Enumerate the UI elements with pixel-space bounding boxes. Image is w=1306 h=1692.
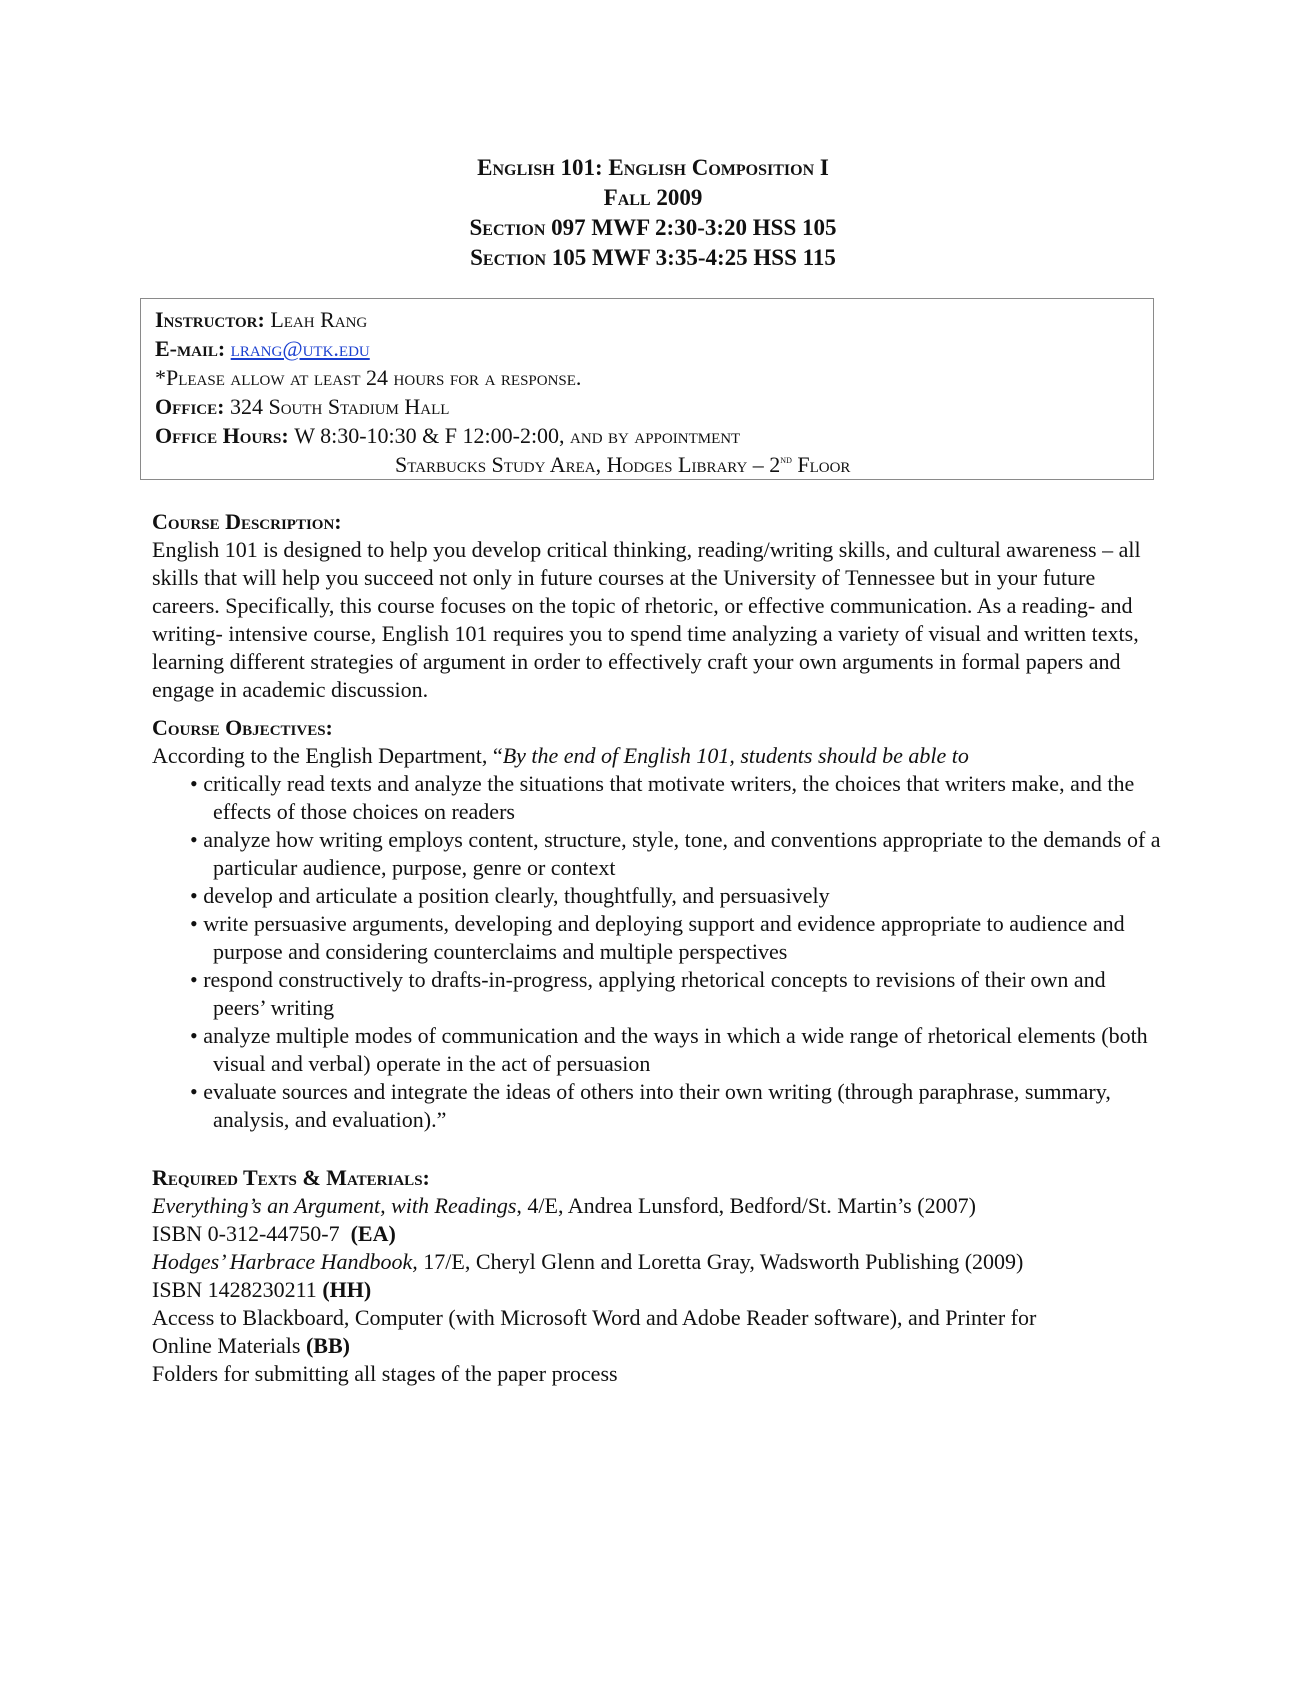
objective-item: • develop and articulate a position clearly, thoughtfully, and persuasively bbox=[190, 883, 830, 908]
course-title: English 101: English Composition I bbox=[477, 155, 829, 180]
location-superscript: nd bbox=[780, 452, 792, 466]
objective-item: • analyze how writing employs content, structure, style, tone, and conventions appropriate to the demands of a particular audience, purpose, genre or context bbox=[190, 827, 1161, 880]
course-objectives-intro bbox=[152, 742, 1162, 770]
instructor-info-box bbox=[140, 298, 1154, 480]
office-hours-times: W 8:30-10:30 & F 12:00-2:00, and by appointment bbox=[294, 423, 741, 448]
office-hours-label: Office Hours: bbox=[155, 423, 289, 448]
email-link[interactable]: lrang@utk.edu bbox=[230, 336, 370, 361]
objective-item: • analyze multiple modes of communication and the ways in which a wide range of rhetorical elements (both visual and verbal) operate in the act of persuasion bbox=[190, 1023, 1148, 1076]
bb-second-line bbox=[152, 1332, 1162, 1360]
office-hours-location bbox=[155, 450, 1139, 479]
course-description-section bbox=[152, 508, 1162, 704]
ea-title: Everything’s an Argument, with Readings bbox=[152, 1193, 517, 1218]
office-hours-row bbox=[155, 421, 1139, 450]
section-105: Section 105 MWF 3:35-4:25 HSS 115 bbox=[470, 245, 836, 270]
course-header bbox=[0, 153, 1306, 273]
required-texts-section bbox=[152, 1164, 1162, 1388]
bb-code: (BB) bbox=[305, 1333, 350, 1358]
course-objectives-heading: Course Objectives: bbox=[152, 715, 333, 740]
course-description-body: English 101 is designed to help you develop critical thinking, reading/writing skills, and cultural awareness – all skills that will help you succeed not only in future courses at the University of Tennessee but in your future careers. Specifically, this course focuses on the topic of rhetoric, or effective communication. As a reading- and writing- intensive course, English 101 requires you to spend time analyzing a variety of visual and written texts, learning different strategies of argument in order to effectively craft your own arguments in formal papers and engage in academic discussion. bbox=[152, 537, 1141, 702]
objective-item: • critically read texts and analyze the situations that motivate writers, the choices that writers make, and the effects of those choices on readers bbox=[190, 771, 1135, 824]
term: Fall 2009 bbox=[603, 185, 703, 210]
required-texts-heading: Required Texts & Materials: bbox=[152, 1165, 430, 1190]
instructor-label: Instructor: bbox=[155, 307, 265, 332]
bb-line1: Access to Blackboard, Computer (with Microsoft Word and Adobe Reader software), and Printer for bbox=[152, 1305, 1037, 1330]
objective-item: • write persuasive arguments, developing and deploying support and evidence appropriate to audience and purpose and considering counterclaims and multiple perspectives bbox=[190, 911, 1125, 964]
intro-text: According to the English Department, “ bbox=[152, 743, 503, 768]
text-item-ea bbox=[152, 1192, 1162, 1248]
instructor-row bbox=[155, 305, 1139, 334]
office-row bbox=[155, 392, 1139, 421]
location-text: Starbucks Study Area, Hodges Library – 2 bbox=[395, 452, 781, 477]
objectives-list bbox=[152, 770, 1162, 1134]
hh-details: 17/E, Cheryl Glenn and Loretta Gray, Wadsworth Publishing (2009) bbox=[417, 1249, 1024, 1274]
text-item-hh bbox=[152, 1248, 1162, 1304]
text-item-bb bbox=[152, 1304, 1162, 1360]
response-note: *Please allow at least 24 hours for a response. bbox=[155, 365, 582, 390]
ea-code: (EA) bbox=[350, 1221, 396, 1246]
ea-isbn: ISBN 0-312-44750-7 bbox=[152, 1221, 340, 1246]
text-item-folders: Folders for submitting all stages of the paper process bbox=[152, 1361, 618, 1386]
instructor-name: Leah Rang bbox=[270, 307, 368, 332]
bb-line2: Online Materials bbox=[152, 1333, 301, 1358]
course-description-heading: Course Description: bbox=[152, 509, 342, 534]
section-097: Section 097 MWF 2:30-3:20 HSS 105 bbox=[469, 215, 837, 240]
ea-second-line bbox=[152, 1220, 1162, 1248]
email-label: E-mail: bbox=[155, 336, 226, 361]
intro-quote: By the end of English 101, students should be able to bbox=[502, 743, 969, 768]
objective-item: • evaluate sources and integrate the ideas of others into their own writing (through paraphrase, summary, analysis, and evaluation).” bbox=[190, 1079, 1111, 1132]
office-location: 324 South Stadium Hall bbox=[229, 394, 450, 419]
hh-title: Hodges’ Harbrace Handbook, bbox=[152, 1249, 418, 1274]
location-floor: Floor bbox=[797, 452, 851, 477]
office-label: Office: bbox=[155, 394, 225, 419]
email-row bbox=[155, 334, 1139, 363]
objective-item: • respond constructively to drafts-in-progress, applying rhetorical concepts to revisions of their own and peers’ writing bbox=[190, 967, 1106, 1020]
hh-second-line bbox=[152, 1276, 1162, 1304]
hh-isbn: ISBN 1428230211 bbox=[152, 1277, 317, 1302]
course-objectives-section bbox=[152, 714, 1162, 1134]
ea-details: , 4/E, Andrea Lunsford, Bedford/St. Martin’s (2007) bbox=[516, 1193, 976, 1218]
hh-code: (HH) bbox=[322, 1277, 372, 1302]
